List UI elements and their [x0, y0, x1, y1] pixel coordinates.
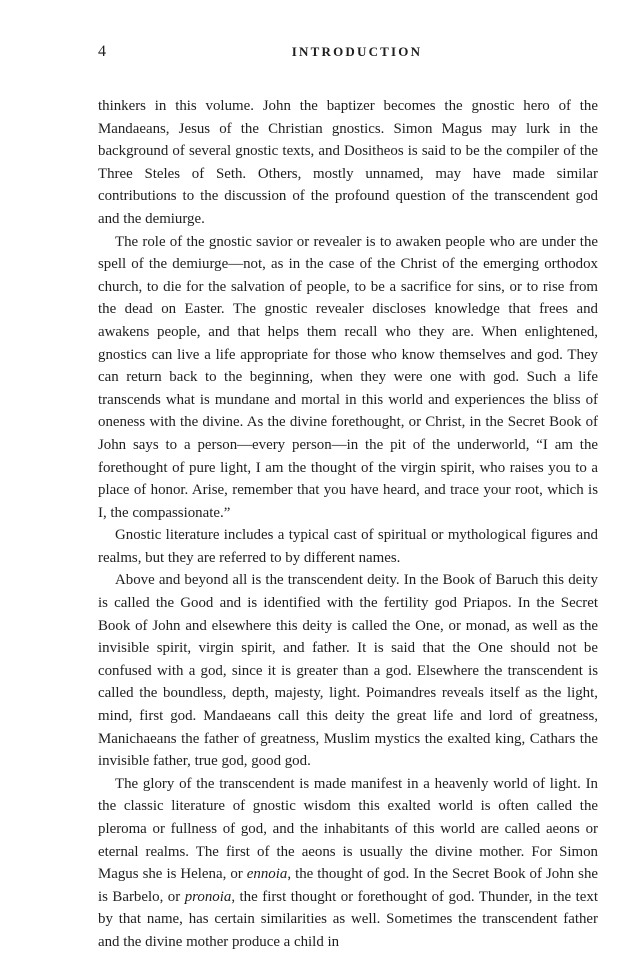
paragraph-2	[98, 231, 598, 525]
running-head: INTRODUCTION	[291, 44, 423, 59]
body-text	[98, 95, 598, 954]
italic-term-ennoia: ennoia	[246, 866, 288, 883]
paragraph-text: The glory of the transcendent is made manifest in a heavenly world of light. In the classic literature of gnostic wisdom this exalted world is often called the pleroma or fullness of god, and the inhabitants of this world are called aeons or eternal realms. The first of the aeons is usually the divine mother. For Simon Magus she is Helena, or	[98, 775, 598, 883]
paragraph-text: , the thought of god. In the Secret Book of John she is Barbelo, or	[98, 866, 598, 905]
paragraph-text: thinkers in this volume. John the baptizer becomes the gnostic hero of the Mandaeans, Jesus of the Christian gnostics. Simon Magus may lurk in the background of several gnostic texts, and Dositheos is said to be the compiler of the Three Steles of Seth. Others, mostly unnamed, may have made similar contributions to the discussion of the profound question of the transcendent god and the demiurge.	[98, 98, 598, 227]
paragraph-text: , the first thought or forethought of god. Thunder, in the text by that name, has certain similarities as well. Sometimes the transcendent father and the divine mother produce a child in	[98, 888, 598, 950]
paragraph-3	[98, 524, 598, 569]
paragraph-text: The role of the gnostic savior or revealer is to awaken people who are under the spell of the demiurge—not, as in the case of the Christ of the emerging orthodox church, to die for the salvation of people, to be a sacrifice for sins, or to rise from the dead on Easter. The gnostic revealer discloses knowledge that frees and awakens people, and that helps them recall who they are. When enlightened, gnostics can live a life appropriate for those who know themselves and god. They can return back to the beginning, when they were one with god. Such a life transcends what is mundane and mortal in this world and experiences the bliss of oneness with the divine. As the divine forethought, or Christ, in the Secret Book of John says to a person—every person—in the pit of the underworld, “I am the forethought of pure light, I am the thought of the virgin spirit, who raises you to a place of honor. Arise, remember that you have heard, and trace your root, which is I, the compassionate.”	[98, 233, 598, 521]
paragraph-text: Gnostic literature includes a typical cast of spiritual or mythological figures and realms, but they are referred to by different names.	[98, 527, 598, 566]
paragraph-4	[98, 569, 598, 772]
italic-term-pronoia: pronoia	[184, 888, 232, 905]
paragraph-text: Above and beyond all is the transcendent deity. In the Book of Baruch this deity is called the Good and is identified with the fertility god Priapos. In the Secret Book of John and elsewhere this deity is called the One, or monad, as well as the invisible spirit, virgin spirit, and father. It is said that the One should not be confused with a god, since it is greater than a god. Elsewhere the transcendent is called the boundless, depth, majesty, light. Poimandres reveals itself as the light, mind, first god. Mandaeans call this deity the great life and lord of greatness, Manichaeans the father of greatness, Muslim mystics the exalted king, Cathars the invisible father, true god, good god.	[98, 572, 598, 770]
page-number: 4	[98, 43, 107, 60]
paragraph-1	[98, 95, 598, 231]
page-header	[98, 43, 598, 67]
paragraph-5	[98, 773, 598, 954]
